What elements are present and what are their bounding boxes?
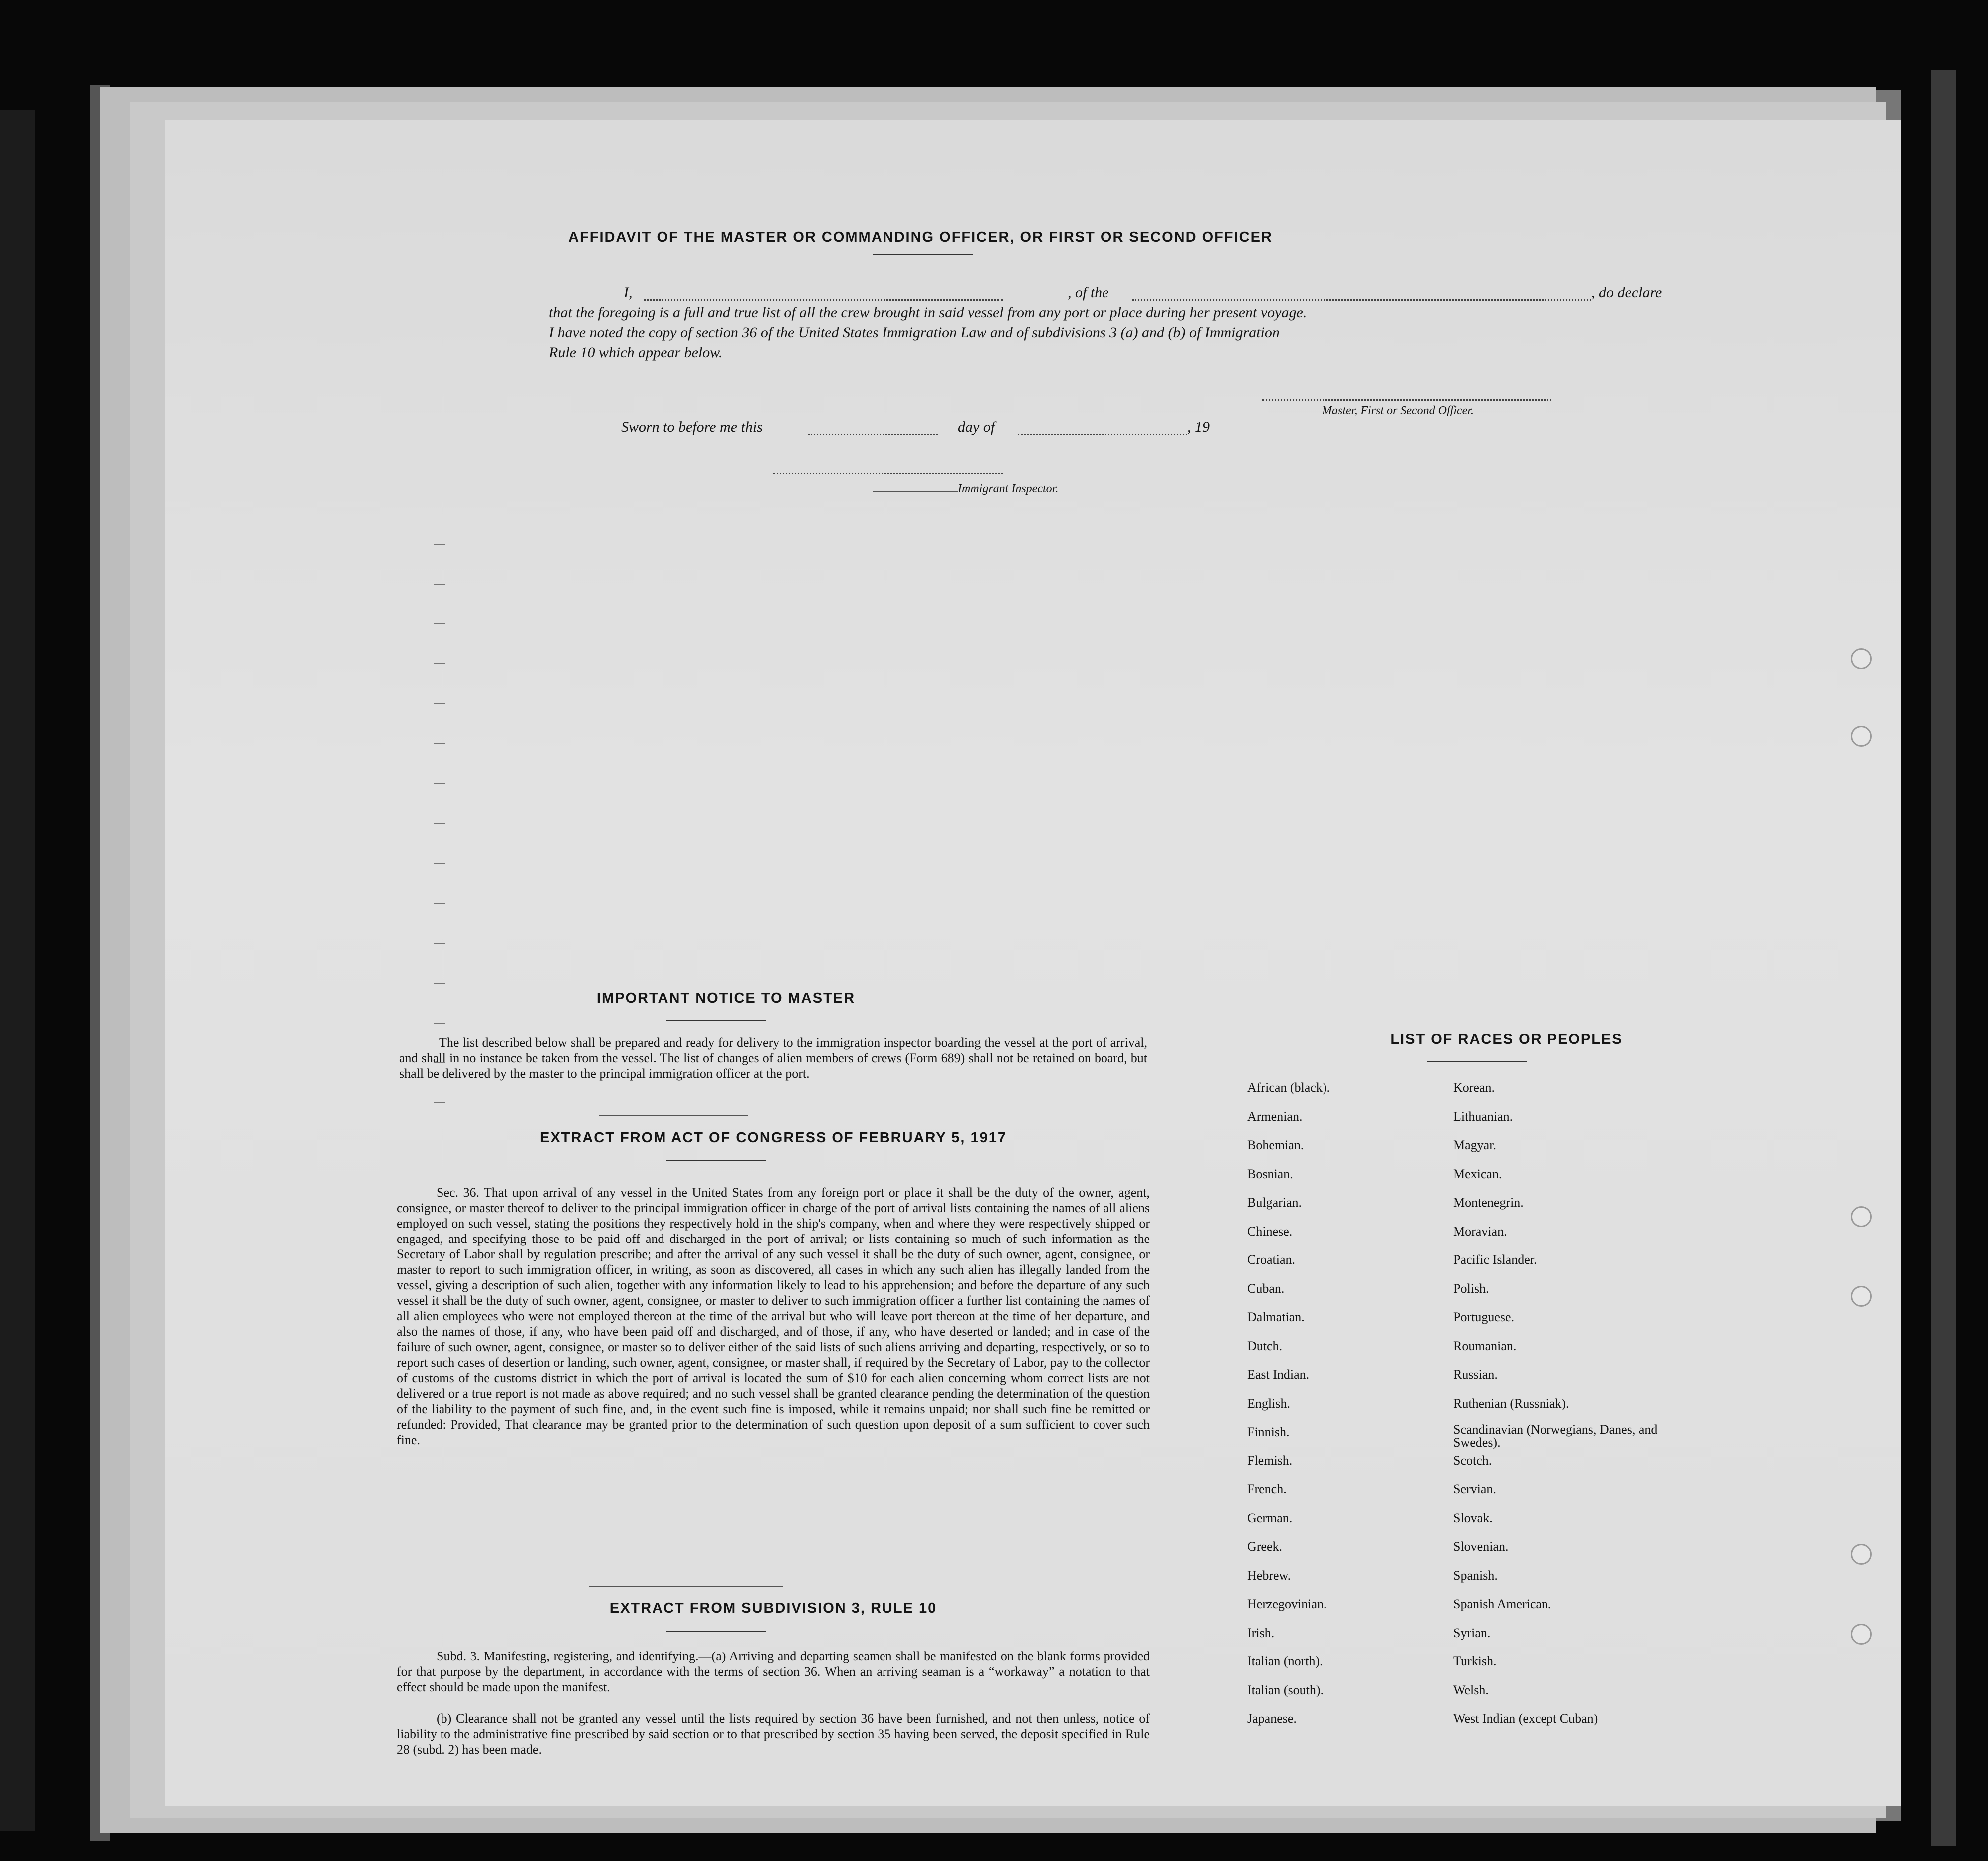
affidavit-line4: Rule 10 which appear below. — [549, 344, 723, 361]
race-item: German. — [1247, 1510, 1293, 1525]
race-item: Slovak. — [1453, 1510, 1493, 1525]
race-item: Japanese. — [1247, 1711, 1297, 1726]
race-item: Korean. — [1453, 1080, 1495, 1095]
binder-hole — [1851, 648, 1872, 669]
margin-mark — [434, 783, 445, 784]
year-text: , 19 — [1187, 419, 1210, 435]
divider — [666, 1160, 766, 1161]
signature-label: Master, First or Second Officer. — [1322, 404, 1474, 417]
race-item: Irish. — [1247, 1625, 1275, 1640]
margin-mark — [434, 823, 445, 824]
month-blank — [1018, 434, 1187, 435]
race-item: Syrian. — [1453, 1625, 1491, 1640]
signature-blank — [1262, 399, 1551, 401]
margin-mark — [434, 983, 445, 984]
affidavit-of-the: , of the — [1068, 284, 1109, 301]
binder-hole — [1851, 726, 1872, 747]
binder-hole — [1851, 1624, 1872, 1645]
race-item: Bulgarian. — [1247, 1195, 1302, 1210]
race-item: Dalmatian. — [1247, 1310, 1305, 1324]
vessel-blank — [1132, 299, 1591, 301]
rule-para-b: (b) Clearance shall not be granted any vessel until the lists required by section 36 have been furnished, and not then unless, notice of liability to the administrative fine prescribed by said section or to that prescribed by section 35 having been served, the deposit specified in Rule 28 (subd. 2) has been made. — [397, 1711, 1150, 1757]
divider — [589, 1586, 783, 1587]
race-item: Russian. — [1453, 1367, 1498, 1382]
margin-mark — [434, 584, 445, 585]
race-item: Magyar. — [1453, 1138, 1496, 1152]
affidavit-i: I, — [624, 284, 633, 301]
race-item: Lithuanian. — [1453, 1109, 1513, 1124]
margin-mark — [434, 863, 445, 864]
race-item: West Indian (except Cuban) — [1453, 1711, 1598, 1726]
divider — [666, 1631, 766, 1632]
margin-mark — [434, 703, 445, 704]
race-item: Welsh. — [1453, 1682, 1489, 1697]
race-item: Spanish American. — [1453, 1597, 1551, 1611]
affidavit-line3: I have noted the copy of section 36 of the United States Immigration Law and of subdivisions 3 (a) and (b) of Immigration — [549, 324, 1280, 341]
race-item: Bosnian. — [1247, 1166, 1293, 1181]
divider — [1427, 1061, 1527, 1062]
divider — [873, 254, 973, 255]
race-item: African (black). — [1247, 1080, 1330, 1095]
race-item: Finnish. — [1247, 1425, 1290, 1439]
race-item: Ruthenian (Russniak). — [1453, 1396, 1569, 1411]
race-item: French. — [1247, 1482, 1287, 1496]
race-item: Flemish. — [1247, 1453, 1293, 1468]
race-item: Scandinavian (Norwegians, Danes, and Swedes). — [1453, 1422, 1658, 1449]
race-item: Herzegovinian. — [1247, 1597, 1327, 1611]
race-item: Italian (north). — [1247, 1654, 1323, 1668]
race-item: Moravian. — [1453, 1224, 1507, 1239]
race-item: Portuguese. — [1453, 1310, 1515, 1324]
race-item: Armenian. — [1247, 1109, 1303, 1124]
binder-hole — [1851, 1206, 1872, 1227]
rule-para-a: Subd. 3. Manifesting, registering, and identifying.—(a) Arriving and departing seamen shall be manifested on the blank forms provided for that purpose by the department, in accordance with the terms of section 36. When an arriving seaman is a “workaway” a notation to that effect should be made upon the manifest. — [397, 1649, 1150, 1694]
race-item: Dutch. — [1247, 1338, 1283, 1353]
race-item: Montenegrin. — [1453, 1195, 1524, 1210]
affidavit-line2: that the foregoing is a full and true list of all the crew brought in said vessel from any port or place during her present voyage. — [549, 304, 1307, 321]
margin-mark — [434, 743, 445, 744]
notice-text: The list described below shall be prepared and ready for delivery to the immigration inspector boarding the vessel at the port of arrival, and shall in no instance be taken from the vessel. The list of changes of alien members of crews (Form 689) shall not be retained on board, but shall be delivered by the master to the principal immigration officer at the port. — [399, 1035, 1147, 1081]
margin-mark — [434, 663, 445, 664]
races-column-2 — [1453, 1079, 1673, 1739]
margin-mark — [434, 623, 445, 624]
race-item: Turkish. — [1453, 1654, 1497, 1668]
race-item: Hebrew. — [1247, 1568, 1291, 1583]
races-title: LIST OF RACES OR PEOPLES — [1390, 1032, 1623, 1047]
race-item: Italian (south). — [1247, 1682, 1324, 1697]
affidavit-title: AFFIDAVIT OF THE MASTER OR COMMANDING OFFICER, OR FIRST OR SECOND OFFICER — [568, 229, 1273, 245]
rule-title: EXTRACT FROM SUBDIVISION 3, RULE 10 — [609, 1600, 937, 1616]
race-item: Croatian. — [1247, 1252, 1296, 1267]
races-column-1 — [1247, 1079, 1427, 1739]
race-item: English. — [1247, 1396, 1290, 1411]
day-of-text: day of — [958, 419, 995, 435]
act-text: Sec. 36. That upon arrival of any vessel in the United States from any foreign port or place it shall be the duty of the owner, agent, consignee, or master thereof to deliver to the principal immigration officer in charge of the port of arrival lists containing the names of all aliens employed on such vessel, stating the positions they respectively hold in the ship's company, when and where they were respectively shipped or engaged, and specifying those to be paid off and discharged in the port of arrival; or lists containing so much of such information as the Secretary of Labor shall by regulation prescribe; and after the arrival of any such vessel it shall be the duty of such owner, agent, consignee, or master to report to such immigration officer, in writing, as soon as discovered, all cases in which any such alien has illegally landed from the vessel, giving a description of such alien, together with any information likely to lead to his apprehension; and before the departure of any such vessel it shall be the duty of such owner, agent, consignee, or master to deliver to such immigration officer a further list containing the names of all alien employees who were not employed thereon at the time of the arrival but who will leave port thereon at the time of her departure, and also the names of those, if any, who have been paid off and discharged, and of those, if any, who have deserted or landed; and in case of the failure of such owner, agent, consignee, or master so to deliver either of the said lists of such aliens arriving and departing, respectively, or so to report such cases of desertion or landing, such owner, agent, consignee, or master shall, if required by the Secretary of Labor, pay to the collector of customs of the customs district in which the port of arrival is located the sum of $10 for each alien concerning whom correct lists are not delivered or a true report is not made as above required; and no such vessel shall be granted clearance pending the determination of the question of the liability to the payment of such fine, and, in the event such fine is imposed, while it remains unpaid; nor shall such fine be remitted or refunded: Provided, That clearance may be granted prior to the determination of such question upon deposit of a sum sufficient to cover such fine. — [397, 1185, 1150, 1447]
margin-mark — [434, 1023, 445, 1024]
race-item: Polish. — [1453, 1281, 1489, 1296]
divider — [599, 1115, 748, 1116]
act-title: EXTRACT FROM ACT OF CONGRESS OF FEBRUARY 5, 1917 — [539, 1130, 1007, 1146]
notice-title: IMPORTANT NOTICE TO MASTER — [596, 990, 856, 1006]
race-item: Bohemian. — [1247, 1138, 1304, 1152]
inspector-label: Immigrant Inspector. — [958, 482, 1059, 495]
binder-hole — [1851, 1286, 1872, 1307]
race-item: Cuban. — [1247, 1281, 1285, 1296]
race-item: Servian. — [1453, 1482, 1496, 1496]
race-item: Pacific Islander. — [1453, 1252, 1537, 1267]
divider — [666, 1020, 766, 1021]
race-item: Spanish. — [1453, 1568, 1498, 1583]
inspector-blank — [773, 473, 1003, 474]
margin-mark — [434, 544, 445, 545]
race-item: Roumanian. — [1453, 1338, 1517, 1353]
form-page — [165, 120, 1901, 1806]
name-blank — [644, 299, 1003, 301]
race-item: East Indian. — [1247, 1367, 1310, 1382]
day-blank — [808, 434, 938, 435]
race-item: Slovenian. — [1453, 1539, 1509, 1554]
race-item: Mexican. — [1453, 1166, 1502, 1181]
margin-mark — [434, 903, 445, 904]
margin-mark — [434, 943, 445, 944]
race-item: Chinese. — [1247, 1224, 1293, 1239]
margin-mark — [434, 1102, 445, 1103]
race-item: Scotch. — [1453, 1453, 1492, 1468]
affidavit-declare: , do declare — [1591, 284, 1662, 301]
inspector-line — [873, 491, 958, 492]
race-item: Greek. — [1247, 1539, 1283, 1554]
binder-hole — [1851, 1544, 1872, 1565]
sworn-text: Sworn to before me this — [621, 419, 763, 435]
